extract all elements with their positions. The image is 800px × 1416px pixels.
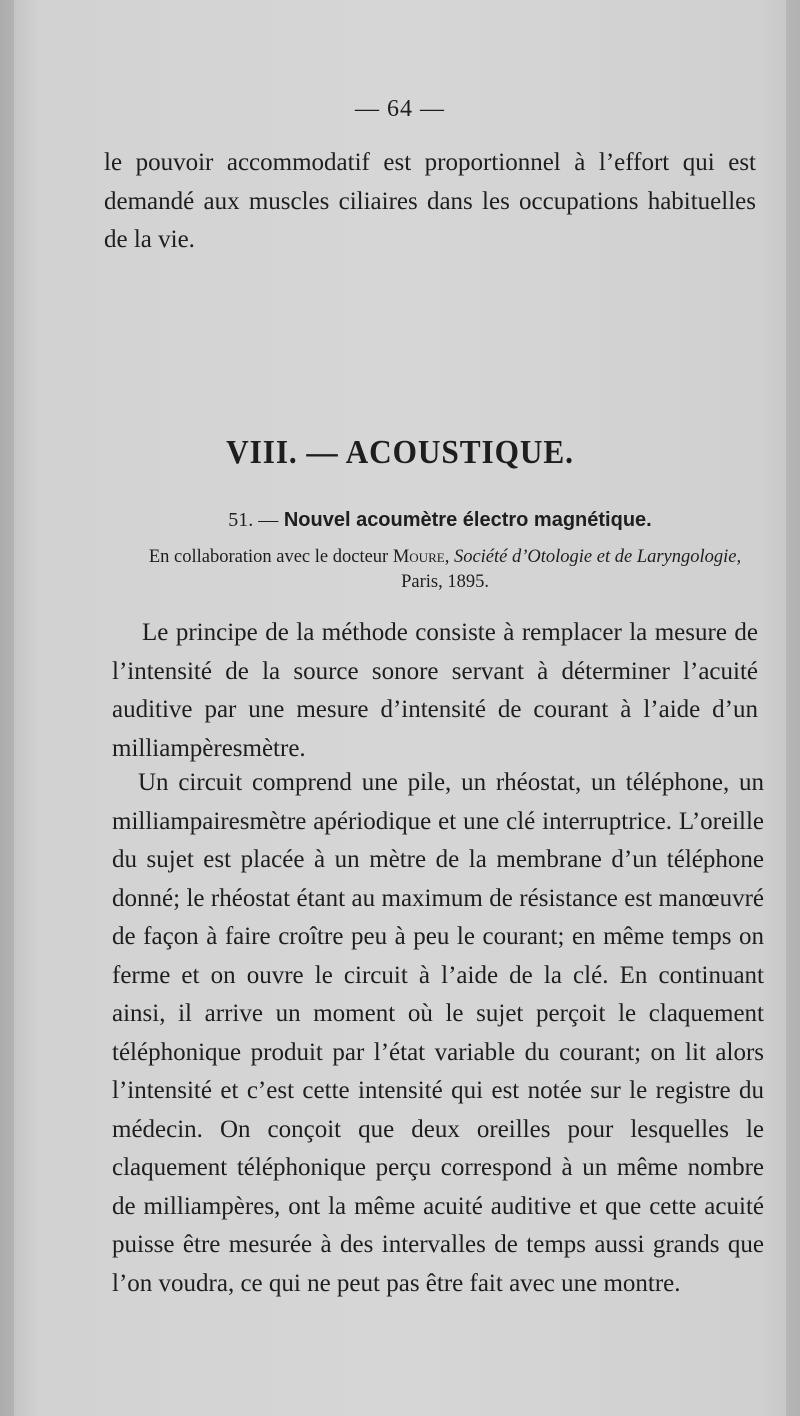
journal-name: Société d’Otologie et de Laryngologie, <box>453 547 742 567</box>
paragraph-principle: Le principe de la méthode consiste à remplacer la mesure de l’intensité de la source sonore servant à déterminer l’acuité auditive par une mesure d’intensité de courant à l’aide d’un milliampèresmètre. <box>112 619 758 762</box>
section-title: VIII. — ACOUSTIQUE. <box>226 434 574 471</box>
collaboration-note: En collaboration avec le docteur Moure, Société d’Otologie et de Laryngologie, Paris, 1895. <box>148 547 742 592</box>
article-number: 51. — <box>228 509 279 531</box>
collaborator-name: Moure <box>392 547 445 567</box>
article-heading <box>0 509 800 532</box>
page-number: — 64 — <box>355 96 445 122</box>
collaboration-prefix: En collaboration avec le docteur <box>148 547 389 567</box>
scan-shadow-right <box>786 0 800 1416</box>
article-title: Nouvel acoumètre électro magnétique. <box>283 509 652 531</box>
place-year: Paris, 1895. <box>401 572 489 592</box>
scan-shadow-left <box>0 0 14 1416</box>
intro-paragraph: le pouvoir accommodatif est proportionnel à l’effort qui est demandé aux muscles ciliaires dans les occupations habituelles de la vie. <box>104 149 756 253</box>
paragraph-circuit: Un circuit comprend une pile, un rhéostat, un téléphone, un milliampairesmètre apériodique et une clé interruptrice. L’oreille du sujet est placée à un mètre de la membrane d’un téléphone donné; le rhéostat étant au maximum de résistance est manœuvré de façon à faire croître peu à peu le courant; en même temps on ferme et on ouvre le circuit à l’aide de la clé. En continuant ainsi, il arrive un moment où le sujet perçoit le claquement téléphonique produit par l’état variable du courant; on lit alors l’intensité et c’est cette intensité qui est notée sur le registre du médecin. On conçoit que deux oreilles pour lesquelles le claquement téléphonique perçu correspond à un même nombre de milliampères, ont la même acuité auditive et que cette acuité puisse être mesurée à des intervalles de temps aussi grands que l’on voudra, ce qui ne peut pas être fait avec une montre. <box>112 769 764 1297</box>
